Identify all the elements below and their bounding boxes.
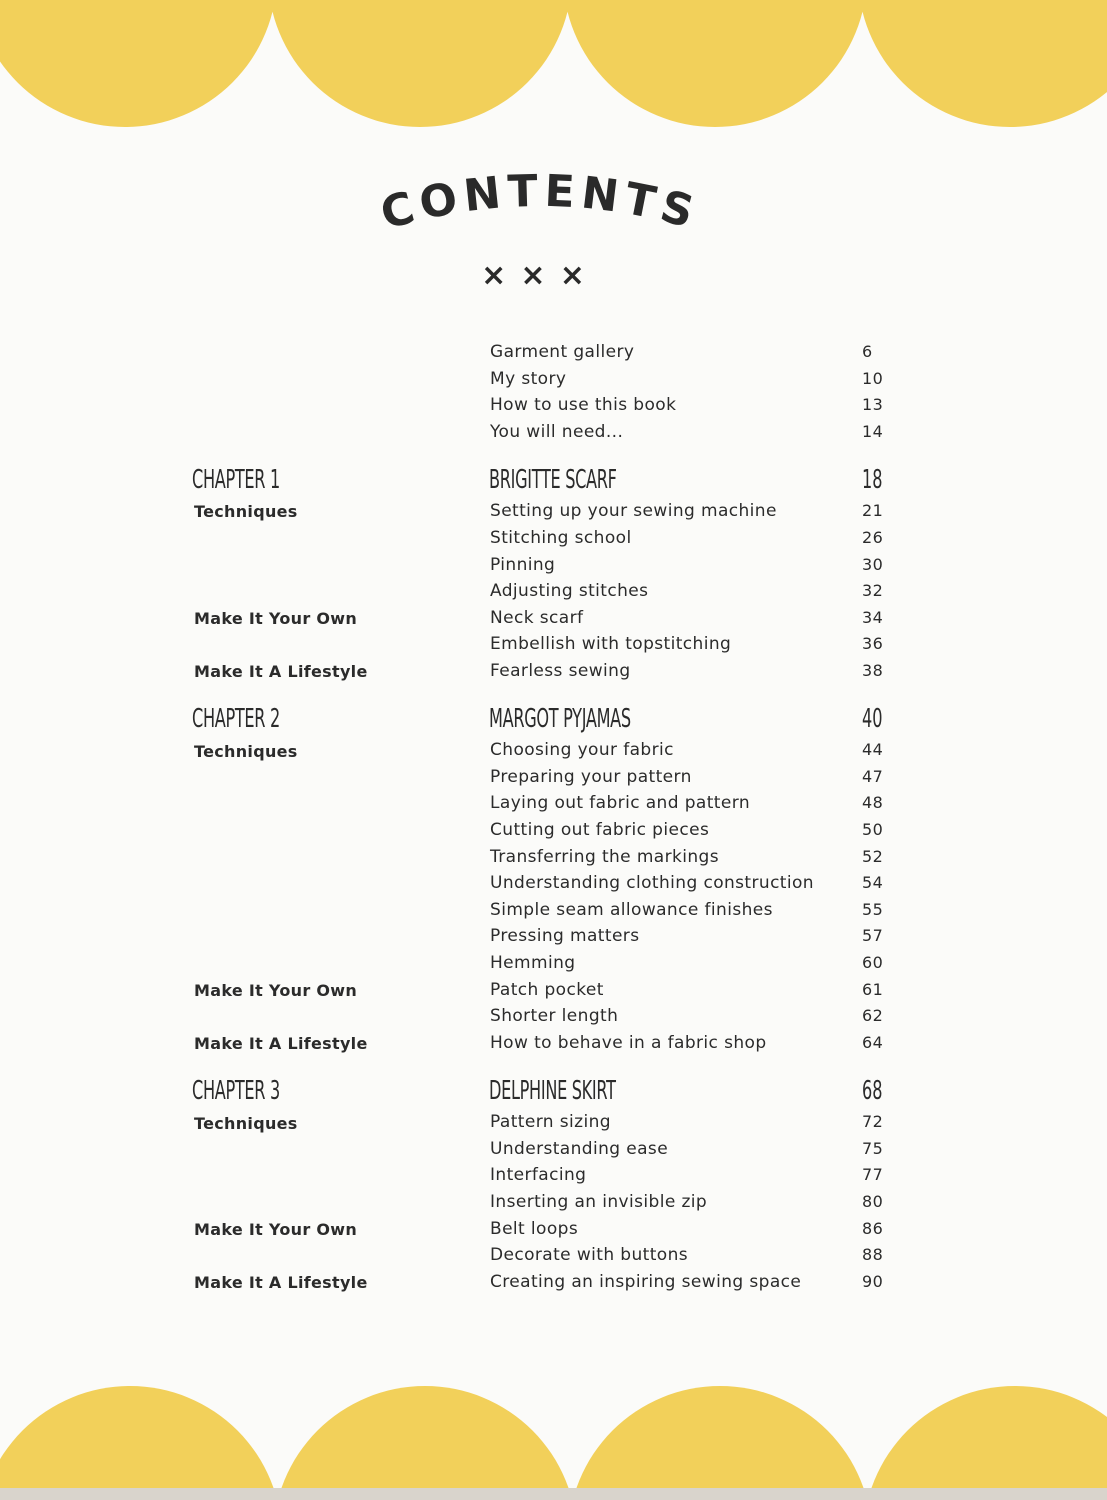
- toc-entry: Embellish with topstitching: [490, 634, 732, 654]
- toc-entry: Garment gallery: [490, 342, 635, 362]
- section-label: Make It Your Own: [194, 981, 358, 1000]
- toc-entry: Transferring the markings: [490, 847, 719, 867]
- toc-entry: Pinning: [490, 555, 556, 575]
- section-label: Make It A Lifestyle: [194, 662, 368, 681]
- toc-page: 10: [862, 369, 884, 388]
- cross-icon: ×: [520, 258, 546, 293]
- toc-entry: Creating an inspiring sewing space: [490, 1272, 802, 1292]
- toc-page: 72: [862, 1112, 884, 1131]
- toc-page: 44: [862, 740, 884, 759]
- toc-page: 55: [862, 900, 884, 919]
- toc-entry: Preparing your pattern: [490, 767, 692, 787]
- project-title: BRIGITTE SCARF: [489, 465, 617, 495]
- project-page: 68: [862, 1076, 883, 1106]
- toc-page: 21: [862, 501, 884, 520]
- toc-entry: You will need...: [490, 422, 624, 442]
- toc-entry: Decorate with buttons: [490, 1245, 689, 1265]
- toc-entry: Choosing your fabric: [490, 740, 674, 760]
- toc-page: 57: [862, 926, 884, 945]
- title-text: CONTENTS: [375, 165, 705, 240]
- toc-entry: Pressing matters: [490, 926, 640, 946]
- toc-page: 88: [862, 1245, 884, 1264]
- toc-page: 54: [862, 873, 884, 892]
- toc-entry: My story: [490, 369, 567, 389]
- toc-page: 52: [862, 847, 884, 866]
- toc-page: 34: [862, 608, 884, 627]
- cross-icon: ×: [559, 258, 585, 293]
- toc-entry: Inserting an invisible zip: [490, 1192, 708, 1212]
- toc-page: 36: [862, 634, 884, 653]
- toc-entry: Hemming: [490, 953, 576, 973]
- toc-page: 90: [862, 1272, 884, 1291]
- toc-entry: Laying out fabric and pattern: [490, 793, 750, 813]
- toc-page: 47: [862, 767, 884, 786]
- toc-entry: How to behave in a fabric shop: [490, 1033, 767, 1053]
- toc-entry: Belt loops: [490, 1219, 579, 1239]
- toc-page: 86: [862, 1219, 884, 1238]
- section-label: Make It A Lifestyle: [194, 1034, 368, 1053]
- toc-page: 32: [862, 581, 884, 600]
- toc-entry: Setting up your sewing machine: [490, 501, 777, 521]
- toc-page: 14: [862, 422, 884, 441]
- toc-page: 61: [862, 980, 884, 999]
- project-title: MARGOT PYJAMAS: [489, 704, 631, 734]
- toc-page: 26: [862, 528, 884, 547]
- section-label: Techniques: [194, 742, 298, 761]
- toc-page: 62: [862, 1006, 884, 1025]
- toc-page: 75: [862, 1139, 884, 1158]
- toc-entry: Interfacing: [490, 1165, 587, 1185]
- toc-entry: Stitching school: [490, 528, 632, 548]
- chapter-label: CHAPTER 1: [192, 465, 280, 495]
- toc-page: 64: [862, 1033, 884, 1052]
- toc-entry: Understanding ease: [490, 1139, 669, 1159]
- toc-page: 30: [862, 555, 884, 574]
- chapter-label: CHAPTER 2: [192, 704, 280, 734]
- toc-entry: Simple seam allowance finishes: [490, 900, 773, 920]
- chapter-label: CHAPTER 3: [192, 1076, 280, 1106]
- cross-icon: ×: [481, 258, 507, 293]
- toc-page: 50: [862, 820, 884, 839]
- toc-entry: Adjusting stitches: [490, 581, 649, 601]
- section-label: Make It Your Own: [194, 609, 358, 628]
- toc-page: 38: [862, 661, 884, 680]
- section-label: Make It A Lifestyle: [194, 1273, 368, 1292]
- toc-page: 6: [862, 342, 873, 361]
- toc-page: 77: [862, 1165, 884, 1184]
- toc-entry: How to use this book: [490, 395, 677, 415]
- toc-entry: Understanding clothing construction: [490, 873, 814, 893]
- toc-page: 80: [862, 1192, 884, 1211]
- project-page: 40: [862, 704, 883, 734]
- toc-page: 48: [862, 793, 884, 812]
- toc-page: 13: [862, 395, 884, 414]
- toc-entry: Shorter length: [490, 1006, 619, 1026]
- toc-entry: Pattern sizing: [490, 1112, 611, 1132]
- toc-entry: Cutting out fabric pieces: [490, 820, 710, 840]
- toc-entry: Patch pocket: [490, 980, 604, 1000]
- toc-entry: Neck scarf: [490, 608, 584, 628]
- toc-entry: Fearless sewing: [490, 661, 631, 681]
- section-label: Techniques: [194, 1114, 298, 1133]
- section-label: Make It Your Own: [194, 1220, 358, 1239]
- project-page: 18: [862, 465, 883, 495]
- section-label: Techniques: [194, 502, 298, 521]
- project-title: DELPHINE SKIRT: [489, 1076, 616, 1106]
- toc-page: 60: [862, 953, 884, 972]
